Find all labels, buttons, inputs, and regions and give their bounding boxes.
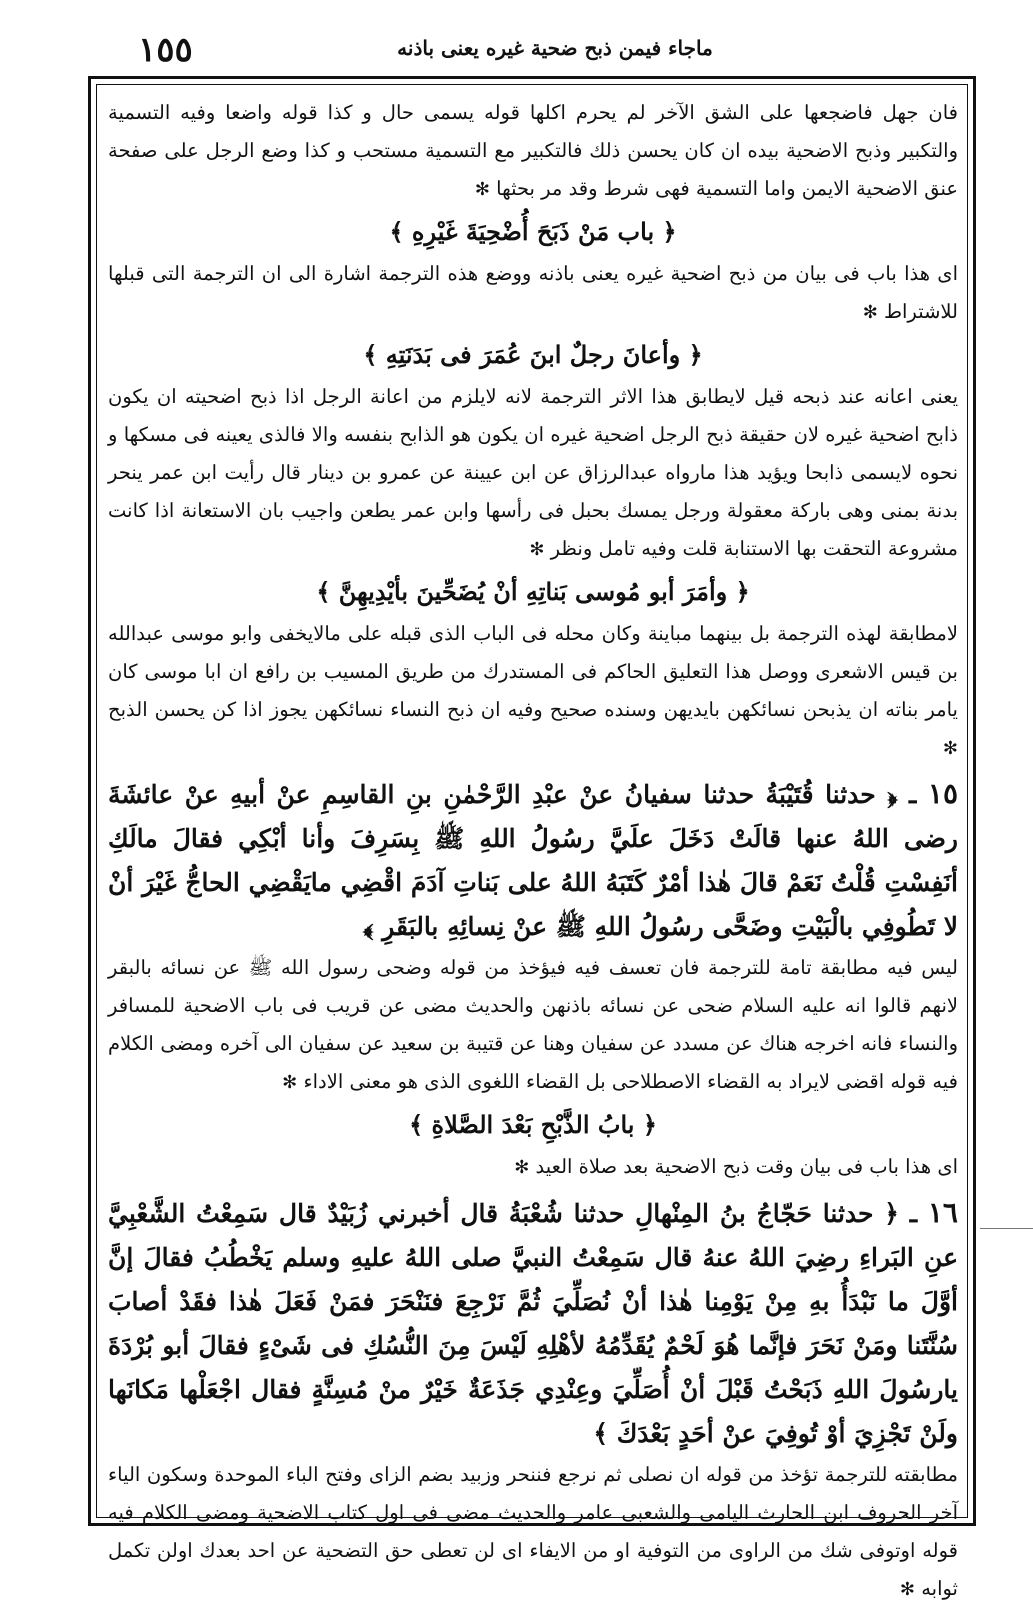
hadith-16: ١٦ ـ ﴿ حدثنا حَجّاجُ بنُ المِنْهالِ حدثنا شُعْبَةُ قال أخبرني زُبَيْدٌ قال سَمِعْتُ الشَّعْبِيَّ عنِ البَراءِ رضِيَ اللهُ عنهُ قال سَمِعْتُ النبيَّ صلى اللهُ عليهِ وسلم يَخْطُبُ فقالَ إنَّ أوَّلَ ما نَبْدَأُ بهِ مِنْ يَوْمِنا هٰذا أنْ نُصَلِّيَ ثُمَّ نَرْجِعَ فنَنْحَرَ فمَنْ فَعَلَ هٰذا فقَدْ أصابَ سُنَّتَنا ومَنْ نَحَرَ فإنَّما هُوَ لَحْمٌ يُقَدِّمُهُ لأهْلِهِ لَيْسَ مِنَ النُّسُكِ فى شَىْءٍ فقالَ أبو بُرْدَةَ يارسُولَ اللهِ ذَبَحْتُ قَبْلَ أنْ أُصَلِّيَ وعِنْدِي جَذَعَةٌ خَيْرٌ منْ مُسِنَّةٍ فقال اجْعَلْها مَكانَها ولَنْ تَجْزِيَ أوْ تُوفِيَ عنْ أحَدٍ بَعْدَكَ ﴾ xyxy=(108,1196,958,1448)
hadith-15: ١٥ ـ ﴿ حدثنا قُتَيْبَةُ حدثنا سفيانُ عنْ عبْدِ الرَّحْمٰنِ بنِ القاسِمِ عنْ أبيهِ عنْ عائشَةَ رضى اللهُ عنها قالَتْ دَخَلَ علَيَّ رسُولُ اللهِ ﷺ بِسَرِفَ وأنا أبْكِي فقالَ مالَكِ أنَفِسْتِ قُلْتُ نَعَمْ قالَ هٰذا أمْرٌ كَتَبَهُ اللهُ على بَناتِ آدَمَ اقْضِي مايَقْضِي الحاجُّ غَيْرَ أنْ لا تَطُوفِي بالْبَيْتِ وضَحَّى رسُولُ اللهِ ﷺ عنْ نِسائِهِ بالبَقَرِ ﴾ xyxy=(108,777,958,941)
commentary-paragraph xyxy=(108,615,958,768)
commentary-paragraph xyxy=(108,378,958,569)
separator-star: ✻ xyxy=(529,539,545,560)
chapter-heading: ﴿ باب مَنْ ذَبَحَ أُضْحِيَةَ غَيْرِهِ ﴾ xyxy=(389,217,677,246)
commentary-text: فان جهل فاضجعها على الشق الآخر لم يحرم اكلها قوله يسمى حال و كذا قوله واضعا وفيه التسمية والتكبير وذبح الاضحية بيده ان كان يحسن ذلك فالتكبير مع التسمية مستحب و كذا وضع الرجل على صفحة عنق الاضحية الايمن واما التسمية فهى شرط وقد مر بحثها xyxy=(108,101,958,200)
athar-heading: ﴿ وأعانَ رجلٌ ابنَ عُمَرَ فى بَدَنَتِهِ ﴾ xyxy=(363,340,703,369)
separator-star: ✻ xyxy=(474,179,490,200)
hadith-text: قُتَيْبَةُ حدثنا سفيانُ عنْ عبْدِ الرَّحْمٰنِ بنِ القاسِمِ عنْ أبيهِ عنْ عائشَةَ رضى اللهُ عنها قالَتْ دَخَلَ علَيَّ رسُولُ اللهِ ﷺ بِسَرِفَ وأنا أبْكِي فقالَ مالَكِ أنَفِسْتِ قُلْتُ نَعَمْ قالَ هٰذا أمْرٌ كَتَبَهُ اللهُ على بَناتِ آدَمَ اقْضِي مايَقْضِي الحاجُّ غَيْرَ أنْ لا تَطُوفِي بالْبَيْتِ وضَحَّى رسُولُ اللهِ ﷺ عنْ نِسائِهِ بالبَقَرِ ﴾ xyxy=(108,780,958,941)
separator-star: ✻ xyxy=(862,302,878,323)
page-body xyxy=(108,94,958,1600)
running-head: ماجاء فيمن ذبح ضحية غيره يعنى باذنه xyxy=(397,36,713,60)
haddathana-label: حدثنا xyxy=(825,780,876,809)
separator-star: ✻ xyxy=(942,738,958,759)
commentary-paragraph xyxy=(108,1456,958,1609)
commentary-paragraph xyxy=(108,949,958,1102)
commentary-paragraph xyxy=(108,1148,958,1187)
commentary-text: ليس فيه مطابقة تامة للترجمة فان تعسف فيه فيؤخذ من قوله وضحى رسول الله ﷺ عن نسائه بالبقر لانهم قالوا انه عليه السلام ضحى عن نسائه باذنهن والحديث مضى عن قريب فى باب الاضحية للمسافر والنساء فانه اخرجه هناك عن مسدد عن سفيان وهنا عن قتيبة بن سعيد عن سفيان الى آخره ومضى الكلام فيه قوله اقضى لايراد به القضاء الاصطلاحى بل القضاء اللغوى الذى هو معنى الاداء xyxy=(108,956,958,1093)
athar-heading: ﴿ وأمَرَ أبو مُوسى بَناتِهِ أنْ يُضَحِّينَ بأيْدِيهِنَّ ﴾ xyxy=(316,577,750,606)
commentary-paragraph xyxy=(108,94,958,209)
commentary-text: اى هذا باب فى بيان وقت ذبح الاضحية بعد صلاة العيد xyxy=(535,1155,958,1178)
commentary-text: لامطابقة لهذه الترجمة بل بينهما مباينة وكان محله فى الباب الذى قبله على مالايخفى وابو موسى عبدالله بن قيس الاشعرى ووصل هذا التعليق الحاكم فى المستدرك من طريق المسيب بن رافع ان ابا موسى كان يامر بناته ان يذبحن نسائكهن بايديهن وسنده صحيح وفيه ان ذبح النساء نسائكهن يجوز اذا كن يحسن الذبح xyxy=(108,622,958,721)
margin-pencil-line xyxy=(980,1228,1033,1229)
commentary-text: اى هذا باب فى بيان من ذبح اضحية غيره يعنى باذنه ووضع هذه الترجمة اشارة الى ان الترجمة التى قبلها للاشتراط xyxy=(108,262,958,323)
separator-star: ✻ xyxy=(282,1072,298,1093)
hadith-number: ١٦ xyxy=(927,1196,958,1229)
chapter-heading: ﴿ بابُ الذَّبْحِ بَعْدَ الصَّلاةِ ﴾ xyxy=(409,1110,657,1139)
page-number: ١٥٥ xyxy=(138,30,193,70)
end-star: ✻ xyxy=(899,1579,915,1600)
haddathana-label: حدثنا xyxy=(822,1199,874,1228)
commentary-paragraph xyxy=(108,255,958,332)
hadith-text: حَجّاجُ بنُ المِنْهالِ حدثنا شُعْبَةُ قال أخبرني زُبَيْدٌ قال سَمِعْتُ الشَّعْبِيَّ عنِ البَراءِ رضِيَ اللهُ عنهُ قال سَمِعْتُ النبيَّ صلى اللهُ عليهِ وسلم يَخْطُبُ فقالَ إنَّ أوَّلَ ما نَبْدَأُ بهِ مِنْ يَوْمِنا هٰذا أنْ نُصَلِّيَ ثُمَّ نَرْجِعَ فنَنْحَرَ فمَنْ فَعَلَ هٰذا فقَدْ أصابَ سُنَّتَنا ومَنْ نَحَرَ فإنَّما هُوَ لَحْمٌ يُقَدِّمُهُ لأهْلِهِ لَيْسَ مِنَ النُّسُكِ فى شَىْءٍ فقالَ أبو بُرْدَةَ يارسُولَ اللهِ ذَبَحْتُ قَبْلَ أنْ أُصَلِّيَ وعِنْدِي جَذَعَةٌ خَيْرٌ منْ مُسِنَّةٍ فقال اجْعَلْها مَكانَها ولَنْ تَجْزِيَ أوْ تُوفِيَ عنْ أحَدٍ بَعْدَكَ ﴾ xyxy=(108,1199,958,1448)
commentary-text: يعنى اعانه عند ذبحه قيل لايطابق هذا الاثر الترجمة لانه لايلزم من اعانة الرجل اذا ذبح اضحيته ان يكون ذابح اضحية غيره لان حقيقة ذبح الرجل اضحية غيره ان يكون هو الذابح بنفسه والا فالذى يعينه فى مسكها و نحوه لايسمى ذابحا ويؤيد هذا مارواه عبدالرزاق عن ابن عيينة عن عمرو بن دينار قال رأيت ابن عمر ينحر بدنة بمنى وهى باركة معقولة ورجل يمسك بحبل فى رأسها وابن عمر يطعن واجيب بان الاستعانة اذا كانت مشروعة التحقت بها الاستنابة قلت وفيه تامل ونظر xyxy=(108,385,958,560)
commentary-text: مطابقته للترجمة تؤخذ من قوله ان نصلى ثم نرجع فننحر وزبيد بضم الزاى وفتح الباء الموحدة وسكون الياء آخر الحروف ابن الحارث اليامى والشعبى عامر والحديث مضى فى اول كتاب الاضحية ومضى الكلام فيه قوله اوتوفى شك من الراوى من التوفية او من الايفاء اى لن تعطى حق التضحية عن احد بعدك اولن تكمل ثوابه xyxy=(108,1463,958,1600)
hadith-number: ١٥ xyxy=(927,777,958,810)
separator-star: ✻ xyxy=(514,1157,530,1178)
